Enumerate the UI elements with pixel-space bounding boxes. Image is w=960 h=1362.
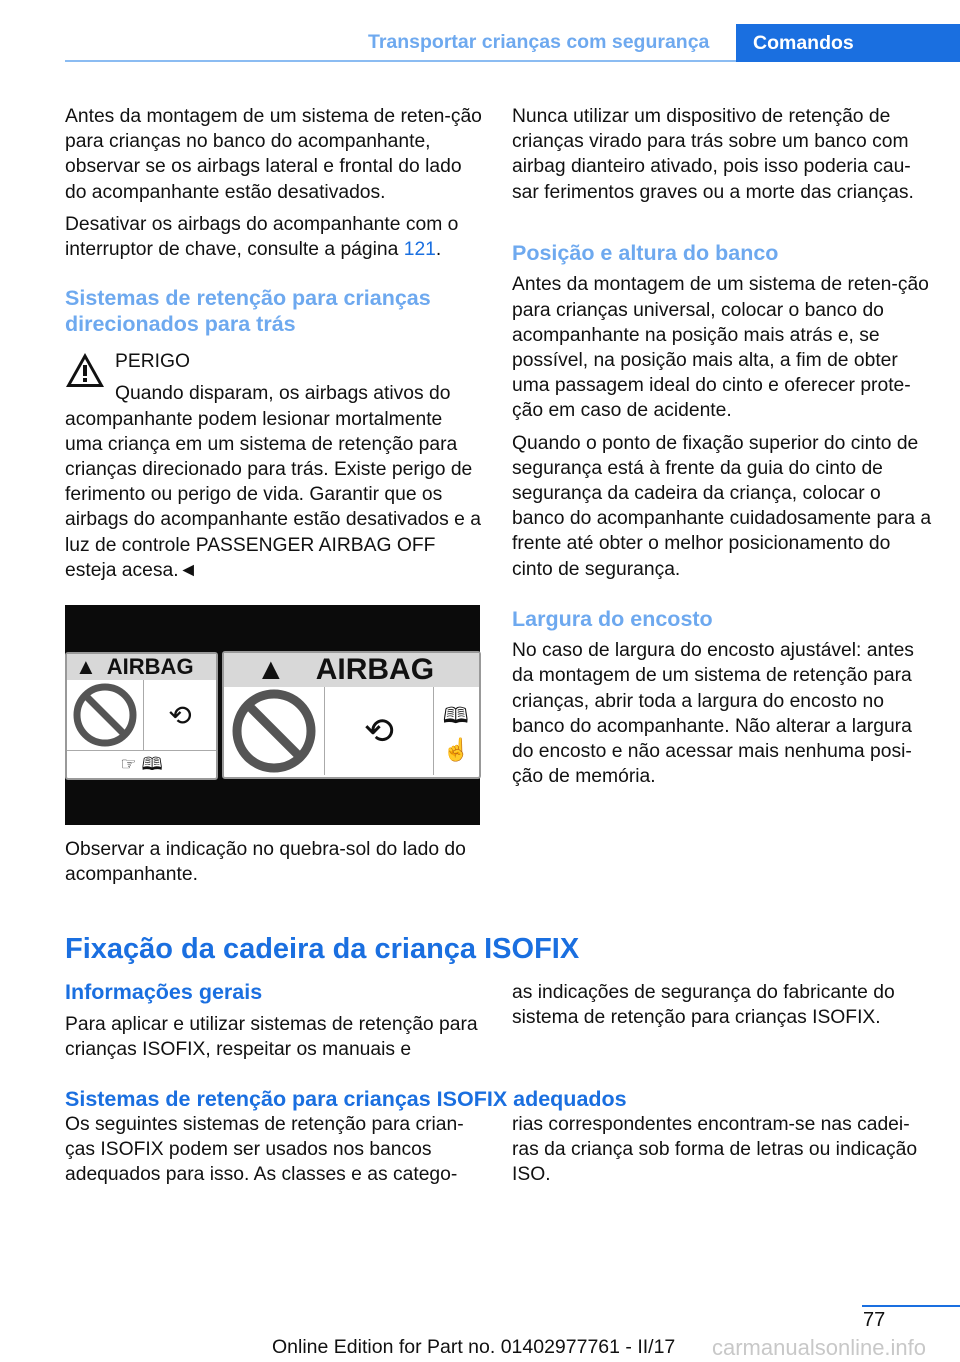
airbag-label-image [65, 605, 480, 825]
airbag-seat-icon: ⟲ [325, 687, 434, 775]
paragraph: No caso de largura do encosto ajustável: antes da montagem de um sistema de retenção para crianças, abrir toda a largura do encosto no banco do acompanhante. Não alterar a largura do encosto e não acessar mais nenhuma posi-ção de memória. [512, 640, 914, 788]
image-caption: Observar a indicação no quebra-sol do lado do acompanhante. [65, 839, 466, 886]
paragraph [65, 212, 483, 262]
page-number: 77 [863, 1309, 886, 1331]
section-title: Transportar crianças com segurança [368, 31, 710, 53]
paragraph: Antes da montagem de um sistema de reten-ção para crianças universal, colocar o banco do acompanhante na posição mais atrás e, se possível, na posição mais alta, a fim de obter uma passagem ideal do cinto e oferecer prote-ção em caso de acidente. [512, 274, 929, 422]
paragraph: rias correspondentes encontram-se nas cadei-ras da criança sob forma de letras ou indicação ISO. [512, 1114, 918, 1186]
header-rule [65, 60, 736, 62]
airbag-seat-icon: ⟲ [168, 699, 192, 731]
warning-block [65, 349, 483, 583]
sign-label: AIRBAG [315, 653, 435, 686]
warning-triangle-icon: ▲ [75, 654, 97, 679]
footer-rule [862, 1305, 960, 1307]
paragraph: Para aplicar e utilizar sistemas de retenção para crianças ISOFIX, respeitar os manuais e [65, 1014, 478, 1061]
airbag-sign-small [65, 652, 218, 780]
sign-header [67, 654, 216, 680]
page-link[interactable]: 121 [403, 239, 436, 261]
paragraph: Antes da montagem de um sistema de reten-ção para crianças no banco do acompanhante, observar se os airbags lateral e frontal do lado do acompanhante estão desativados. [65, 106, 482, 203]
manual-reference-icon: 🕮 ☝ [442, 703, 471, 762]
warning-triangle-icon [65, 351, 105, 389]
edition-note: Online Edition for Part no. 01402977761 - II/17 [272, 1336, 676, 1358]
paragraph: Nunca utilizar um dispositivo de retenção de crianças virado para trás sobre um banco com airbag dianteiro ativado, pois isso poderia cau-sar ferimentos graves ou a morte das crianças. [512, 106, 914, 203]
paragraph: Quando o ponto de fixação superior do cinto de segurança está à frente da guia do cinto de segurança da cadeira da criança, colocar o banco do acompanhante cuidadosamente para a frente até obter o melhor posicionamento do cinto de segurança. [512, 432, 932, 580]
warning-text: Quando disparam, os airbags ativos do acompanhante podem lesionar mortalmente uma criança em um sistema de retenção para crianças direcionado para trás. Existe perigo de ferimento ou perigo de vida. Garantir que os airbags do acompanhante estão desativados e a luz de controle PASSENGER AIRBAG OFF esteja acesa.◄ [65, 383, 481, 581]
warning-label: PERIGO [115, 351, 190, 373]
isofix-title: Fixação da cadeira da criança ISOFIX [65, 933, 580, 965]
paragraph: Os seguintes sistemas de retenção para crian-ças ISOFIX podem ser usados nos bancos adequados para isso. As classes e as catego- [65, 1114, 464, 1186]
section-heading: Sistemas de retenção para crianças ISOFIX adequados [65, 1087, 627, 1111]
left-column [65, 104, 483, 583]
watermark: carmanualsonline.info [712, 1335, 927, 1360]
warning-triangle-icon: ▲ [256, 653, 286, 686]
section-heading: Sistemas de retenção para crianças direcionados para trás [65, 286, 431, 336]
sign-label: AIRBAG [106, 654, 194, 679]
text: Desativar os airbags do acompanhante com o interruptor de chave, consulte a página [65, 213, 459, 261]
tab-comandos[interactable]: Comandos [736, 24, 960, 62]
paragraph: as indicações de segurança do fabricante do sistema de retenção para crianças ISOFIX. [512, 982, 895, 1029]
airbag-sign-large [222, 651, 481, 779]
section-heading: Informações gerais [65, 980, 263, 1004]
no-child-seat-icon [224, 687, 325, 775]
text: . [435, 239, 442, 261]
sign-header [224, 653, 479, 687]
right-column [512, 104, 932, 789]
no-child-seat-icon [67, 680, 144, 750]
section-heading: Posição e altura do banco [512, 240, 779, 265]
section-heading: Largura do encosto [512, 606, 713, 631]
manual-reference-icon: ☞ 🕮 [120, 754, 163, 774]
